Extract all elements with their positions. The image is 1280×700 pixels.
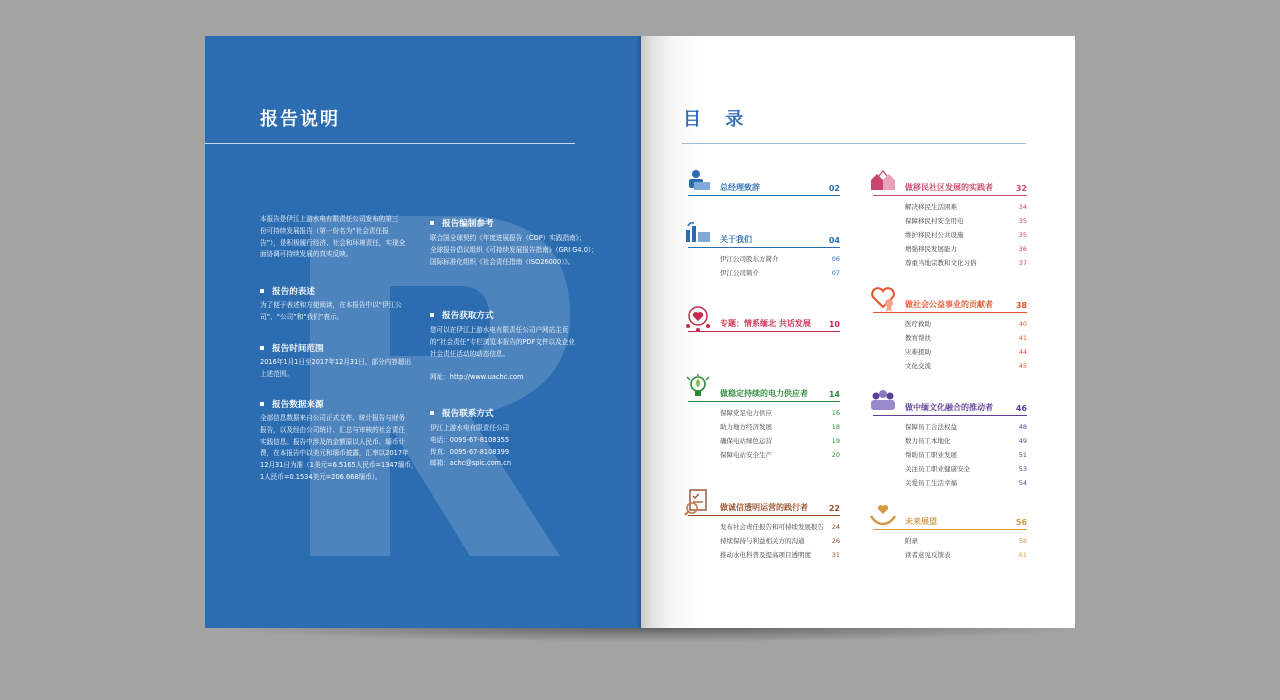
- paragraph-line: 2016年1月1日至2017年12月31日，部分内容超出: [260, 358, 412, 366]
- toc-item-label: 伊江公司简介: [720, 269, 759, 277]
- toc-section-page: 10: [828, 320, 840, 329]
- toc-item-list: [873, 420, 1027, 490]
- toc-item-page: 54: [1018, 479, 1027, 487]
- toc-item-page: 20: [831, 451, 840, 459]
- toc-item-label: 关注员工职业健康安全: [905, 465, 970, 473]
- section-paragraph: [260, 300, 402, 324]
- paragraph-line: 社会责任活动的动态信息。: [430, 349, 510, 358]
- heart-network-icon: [684, 304, 712, 332]
- page-title: 报告说明: [260, 109, 340, 130]
- section-paragraph: [430, 325, 575, 384]
- section-heading: [260, 285, 315, 297]
- paragraph-line: 的“社会责任”专栏浏览本报告的PDF文件以及企业: [430, 337, 575, 346]
- toc-item-label: 读者意见反馈表: [905, 551, 951, 559]
- toc-item-label: 维护移民村公共设施: [905, 231, 964, 239]
- toc-item[interactable]: [720, 406, 840, 420]
- section-heading-text: 报告时间范围: [272, 344, 324, 354]
- toc-item-label: 数力员工本地化: [905, 437, 951, 445]
- toc-item[interactable]: [905, 420, 1027, 434]
- toc-item[interactable]: [905, 462, 1027, 476]
- toc-section: [688, 182, 840, 196]
- section-heading: [260, 398, 324, 410]
- toc-item-page: 24: [831, 523, 840, 531]
- toc-section-page: 38: [1015, 301, 1027, 310]
- toc-item-label: 保障电站安全生产: [720, 451, 772, 459]
- toc-section: [873, 299, 1027, 373]
- toc-item-page: 35: [1018, 231, 1027, 239]
- toc-item-page: 45: [1018, 362, 1027, 370]
- toc-section: [688, 502, 840, 562]
- toc-item-page: 37: [1018, 259, 1027, 267]
- toc-item-list: [873, 317, 1027, 373]
- toc-item-label: 保障移民村安全用电: [905, 217, 964, 225]
- toc-title: 目 录: [683, 109, 753, 130]
- toc-item-page: 53: [1018, 465, 1027, 473]
- toc-item[interactable]: [905, 434, 1027, 448]
- toc-item[interactable]: [905, 256, 1027, 270]
- toc-item[interactable]: [905, 317, 1027, 331]
- paragraph-line: 报告，以及经由公司统计、汇总与审核的社会责任: [260, 425, 406, 434]
- checklist-magnifier-icon: [684, 488, 712, 516]
- toc-item-label: 助力地方经济发展: [720, 423, 772, 431]
- toc-item-label: 增强移民发展能力: [905, 245, 957, 253]
- toc-item-label: 发布社会责任报告和可持续发展报告: [720, 523, 824, 531]
- toc-item-label: 推动水电科普及提高项目透明度: [720, 551, 811, 559]
- toc-section-title[interactable]: 关于我们: [720, 235, 752, 244]
- toc-section: [688, 318, 840, 332]
- paragraph-line: 告”），是积极履行经济、社会和环境责任，实现全: [260, 238, 406, 247]
- toc-section-title[interactable]: 做诚信透明运营的践行者: [720, 503, 808, 512]
- toc-section-page: 22: [828, 504, 840, 513]
- bullet-square-icon: [260, 289, 264, 293]
- toc-item[interactable]: [905, 548, 1027, 562]
- toc-section-title[interactable]: 未来展望: [905, 517, 937, 526]
- toc-item-page: 58: [1018, 537, 1027, 545]
- paragraph-line: 面协调可持续发展的真实反映。: [260, 250, 353, 259]
- toc-item[interactable]: [905, 200, 1027, 214]
- people-group-icon: [869, 388, 897, 416]
- toc-item-label: 教育帮扶: [905, 334, 931, 342]
- section-heading: [430, 407, 494, 419]
- toc-section: [873, 402, 1027, 490]
- paragraph-line: 全部信息数据来自公司正式文件、统计报告与财务: [260, 414, 406, 422]
- toc-item-page: 51: [1018, 451, 1027, 459]
- toc-section: [688, 388, 840, 462]
- toc-item-page: 41: [1018, 334, 1027, 342]
- toc-item-label: 文化交流: [905, 362, 931, 370]
- toc-item[interactable]: [905, 331, 1027, 345]
- paragraph-line: 实践信息。报告中涉及的金额原以人民币、缅币计: [260, 437, 406, 446]
- paragraph-line: 电话：0095-67-8108355: [430, 435, 510, 444]
- section-heading-text: 报告联系方式: [442, 409, 494, 419]
- toc-item-page: 40: [1018, 320, 1027, 328]
- toc-item-page: 07: [831, 269, 840, 277]
- toc-item-label: 伊江公司股东方简介: [720, 255, 779, 263]
- toc-section-title[interactable]: 做移民社区发展的实践者: [905, 183, 993, 192]
- paragraph-line: 上述范围。: [260, 369, 293, 378]
- toc-item-page: 36: [1018, 245, 1027, 253]
- section-heading-text: 报告数据来源: [272, 400, 324, 410]
- toc-item-page: 19: [831, 437, 840, 445]
- paragraph-line: 司”、“公司”和“我们”表示。: [260, 312, 344, 321]
- toc-item[interactable]: [905, 345, 1027, 359]
- bullet-square-icon: [430, 411, 434, 415]
- toc-item-page: 34: [1018, 203, 1027, 211]
- toc-item[interactable]: [905, 534, 1027, 548]
- toc-section-page: 14: [828, 390, 840, 399]
- toc-item-page: 18: [831, 423, 840, 431]
- person-podium-icon: [684, 168, 712, 196]
- paragraph-line: 邮箱：achc@spic.com.cn: [430, 459, 512, 468]
- heart-ribbon-icon: [869, 285, 897, 313]
- toc-item-list: [873, 534, 1027, 562]
- toc-item-page: 35: [1018, 217, 1027, 225]
- section-paragraph: [430, 423, 511, 470]
- hands-heart-icon: [869, 502, 897, 530]
- toc-item[interactable]: [720, 448, 840, 462]
- paragraph-line: 12月31日为准（1美元=6.5165人民币=1347缅币，: [260, 461, 418, 470]
- toc-section-title[interactable]: 总经理致辞: [720, 183, 760, 192]
- toc-section-title[interactable]: 专题：情系缅北 共话发展: [720, 319, 811, 328]
- toc-section-page: 56: [1015, 518, 1027, 527]
- toc-item-list: [688, 406, 840, 462]
- toc-section-page: 46: [1015, 404, 1027, 413]
- toc-item-label: 保障党足电力供应: [720, 409, 772, 417]
- paragraph-line: 为了便于表述和方便阅读，在本报告中以“伊江公: [260, 301, 402, 309]
- toc-item-page: 44: [1018, 348, 1027, 356]
- toc-item-list: [688, 252, 840, 280]
- toc-item[interactable]: [905, 214, 1027, 228]
- toc-section-title[interactable]: 做社会公益事业的贡献者: [905, 300, 993, 309]
- paragraph-line: 联合国全球契约《年度进展报告（COP）实践指南》；: [430, 234, 586, 242]
- toc-section: [873, 182, 1027, 270]
- bullet-square-icon: [430, 221, 434, 225]
- toc-item[interactable]: [720, 434, 840, 448]
- left-page: [205, 36, 641, 628]
- paragraph-line: 费，在本报告中以美元和缅币披露，汇率以2017年: [260, 449, 409, 458]
- paragraph-line: [430, 360, 575, 372]
- toc-section: [873, 516, 1027, 562]
- section-paragraph: [260, 413, 418, 484]
- toc-item-page: 26: [831, 537, 840, 545]
- paragraph-line: 国际标准化组织《社会责任指南（ISO26000）》。: [430, 257, 575, 266]
- toc-item-list: [688, 520, 840, 562]
- section-heading: [260, 342, 324, 354]
- bullet-square-icon: [430, 313, 434, 317]
- paragraph-line: 本报告是伊江上游水电有限责任公司发布的第三: [260, 215, 399, 223]
- toc-item-label: 解决移民生活困难: [905, 203, 957, 211]
- paragraph-line: 传真：0095-67-8108399: [430, 447, 510, 456]
- toc-item-label: 医疗救助: [905, 320, 931, 328]
- toc-section-title[interactable]: 做中缅文化融合的推动者: [905, 403, 993, 412]
- intro-paragraph: [260, 214, 405, 261]
- section-heading-text: 报告获取方式: [442, 311, 494, 321]
- toc-item-page: 16: [831, 409, 840, 417]
- toc-item-page: 48: [1018, 423, 1027, 431]
- toc-item-label: 帮助员工职业发展: [905, 451, 957, 459]
- section-paragraph: [260, 357, 411, 381]
- toc-item-page: 06: [831, 255, 840, 263]
- toc-item-label: 关爱员工生活幸福: [905, 479, 957, 487]
- paragraph-line: 全球报告倡议组织《可持续发展报告指南》（GRI G4.0）；: [430, 245, 598, 254]
- section-heading-text: 报告的表述: [272, 287, 315, 297]
- toc-item-page: 61: [1018, 551, 1027, 559]
- toc-item-page: 31: [831, 551, 840, 559]
- toc-item[interactable]: [905, 228, 1027, 242]
- toc-item[interactable]: [905, 359, 1027, 373]
- toc-section-page: 32: [1015, 184, 1027, 193]
- section-heading-text: 报告编制参考: [442, 219, 494, 229]
- toc-item-label: 确保电站绿色运营: [720, 437, 772, 445]
- title-divider: [682, 143, 1026, 144]
- section-paragraph: [430, 233, 598, 268]
- bullet-square-icon: [260, 402, 264, 406]
- paragraph-line: 您可以在伊江上游水电有限责任公司户网站主页: [430, 326, 569, 334]
- title-divider: [205, 143, 575, 144]
- toc-item-label: 保障员工合法权益: [905, 423, 957, 431]
- paragraph-line: 份可持续发展报告（第一份名为“社会责任报: [260, 226, 389, 235]
- toc-item-label: 附录: [905, 537, 918, 545]
- toc-item-page: 49: [1018, 437, 1027, 445]
- toc-item[interactable]: [905, 448, 1027, 462]
- toc-section: [688, 234, 840, 280]
- toc-section-title[interactable]: 做稳定持续的电力供应者: [720, 389, 808, 398]
- paragraph-line: 网址：http://www.uachc.com: [430, 373, 524, 382]
- toc-section-page: 04: [828, 236, 840, 245]
- toc-item-list: [873, 200, 1027, 270]
- paragraph-line: 伊江上游水电有限责任公司: [430, 424, 510, 432]
- toc-item[interactable]: [720, 534, 840, 548]
- toc-item[interactable]: [720, 548, 840, 562]
- toc-item[interactable]: [720, 520, 840, 534]
- lightbulb-leaf-icon: [684, 374, 712, 402]
- toc-item-label: 灾难援助: [905, 348, 931, 356]
- toc-item-label: 持续保持与利益相关方的沟通: [720, 537, 805, 545]
- section-heading: [430, 217, 494, 229]
- toc-item[interactable]: [905, 476, 1027, 490]
- toc-section-page: 02: [828, 184, 840, 193]
- paragraph-line: 1人民币=0.1534美元=206.668缅币）。: [260, 472, 382, 481]
- houses-icon: [869, 168, 897, 196]
- toc-item-label: 尊重当地宗教和文化习俗: [905, 259, 977, 267]
- bullet-square-icon: [260, 346, 264, 350]
- toc-item[interactable]: [720, 420, 840, 434]
- power-plant-icon: [684, 220, 712, 248]
- toc-item[interactable]: [905, 242, 1027, 256]
- toc-item[interactable]: [720, 252, 840, 266]
- section-heading: [430, 309, 494, 321]
- right-page: [641, 36, 1075, 628]
- toc-item[interactable]: [720, 266, 840, 280]
